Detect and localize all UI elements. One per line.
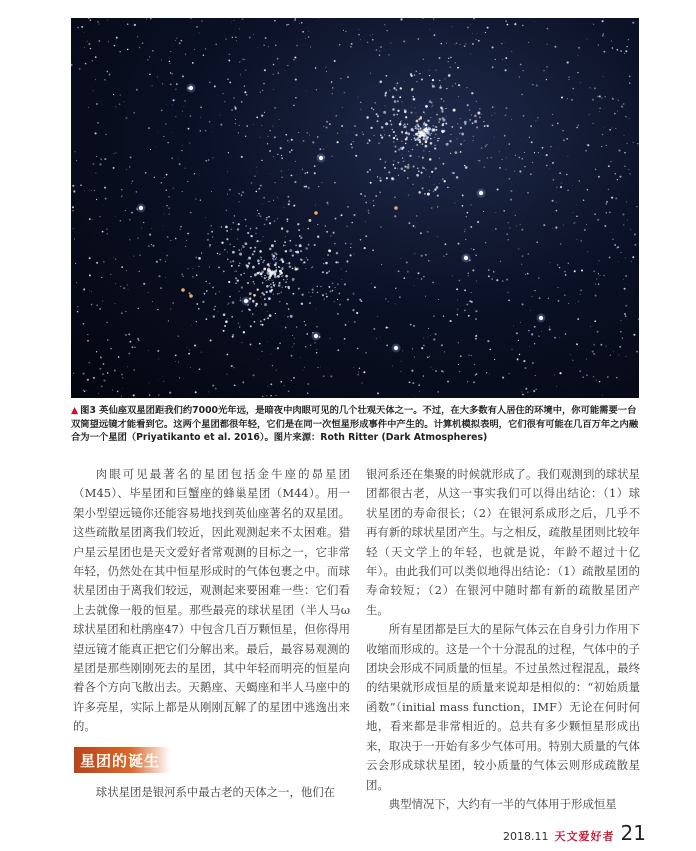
starfield-image [71, 18, 639, 398]
right-paragraph-2: 所有星团都是巨大的星际气体云在自身引力作用下收缩而形成的。这是一个十分混乱的过程，气体中的子团块会形成不同质量的恒星。不过虽然过程混乱，最终的结果就形成恒星的质量来说却是相似的：“初始质量函数”（initial mass function，IMF）无论在何时何地，看来都是非常相近的。总共有多少颗恒星形成出来，取决于一开始有多少气体可用。特别大质量的气体云会形成球状星团，较小质量的气体云则形成疏散星团。 [366, 622, 640, 792]
magazine-name: 天文爱好者 [554, 830, 615, 843]
section-heading-bar [74, 747, 170, 773]
section-title: 星团的诞生 [80, 752, 161, 770]
caption-text: 图3 英仙座双星团距我们约7000光年远，是暗夜中肉眼可见的几个壮观天体之一。不过，在大多数有人居住的环境中，你可能需要一台双筒望远镜才能看到它。这两个星团都很年轻，它们是在同一次恒星形成事件中产生的。计算机模拟表明，它们很有可能在几百万年之内融合为一个星团（Priyatikanto et al. 2016）。图片来源：Roth Ritter (Dark Atmospheres) [71, 405, 639, 444]
right-paragraph-1: 银河系还在集聚的时候就形成了。我们观测到的球状星团都很古老，从这一事实我们可以得出结论：（1）球状星团的寿命很长；（2）在银河系成形之后，几乎不再有新的球状星团产生。与之相反，疏散星团则比较年轻（天文学上的年轻，也就是说，年龄不超过十亿年）。由此我们可以类似地得出结论：（1）疏散星团的寿命较短；（2）在银河中随时都有新的疏散星团产生。 [366, 467, 640, 617]
left-paragraph: 肉眼可见最著名的星团包括金牛座的昴星团（M45）、毕星团和巨蟹座的蜂巢星团（M44）。用一架小型望远镜你还能容易地找到英仙座著名的双星团。这些疏散星团离我们较近，因此观测起来不太困难。猎户星云星团也是天文爱好者常观测的目标之一，它非常年轻，仍然处在其中恒星形成时的气体包裹之中。而球状星团由于离我们较远，观测起来要困难一些：它们看上去就像一般的恒星。那些最亮的球状星团（半人马ω球状星团和杜鹃座47）中包含几百万颗恒星，但你得用望远镜才能真正把它们分解出来。最后，最容易观测的星团是那些刚刚死去的星团，其中年轻而明亮的恒星向着各个方向飞散出去。天鹅座、天蝎座和半人马座中的许多亮星，实际上都是从刚刚瓦解了的星团中逃逸出来的。 [73, 467, 350, 734]
double-cluster-photo [71, 18, 639, 398]
right-column [366, 465, 640, 814]
page-number: 21 [620, 821, 646, 845]
issue-date: 2018.11 [503, 830, 549, 843]
figure-caption [71, 404, 641, 445]
left-column [73, 465, 350, 737]
left-column-bottom [73, 783, 350, 802]
right-paragraph-3: 典型情况下，大约有一半的气体用于形成恒星 [388, 796, 617, 811]
caption-marker: ▲ [71, 405, 79, 416]
page-footer [503, 821, 646, 845]
left-paragraph-2: 球状星团是银河系中最古老的天体之一，他们在 [95, 785, 336, 799]
